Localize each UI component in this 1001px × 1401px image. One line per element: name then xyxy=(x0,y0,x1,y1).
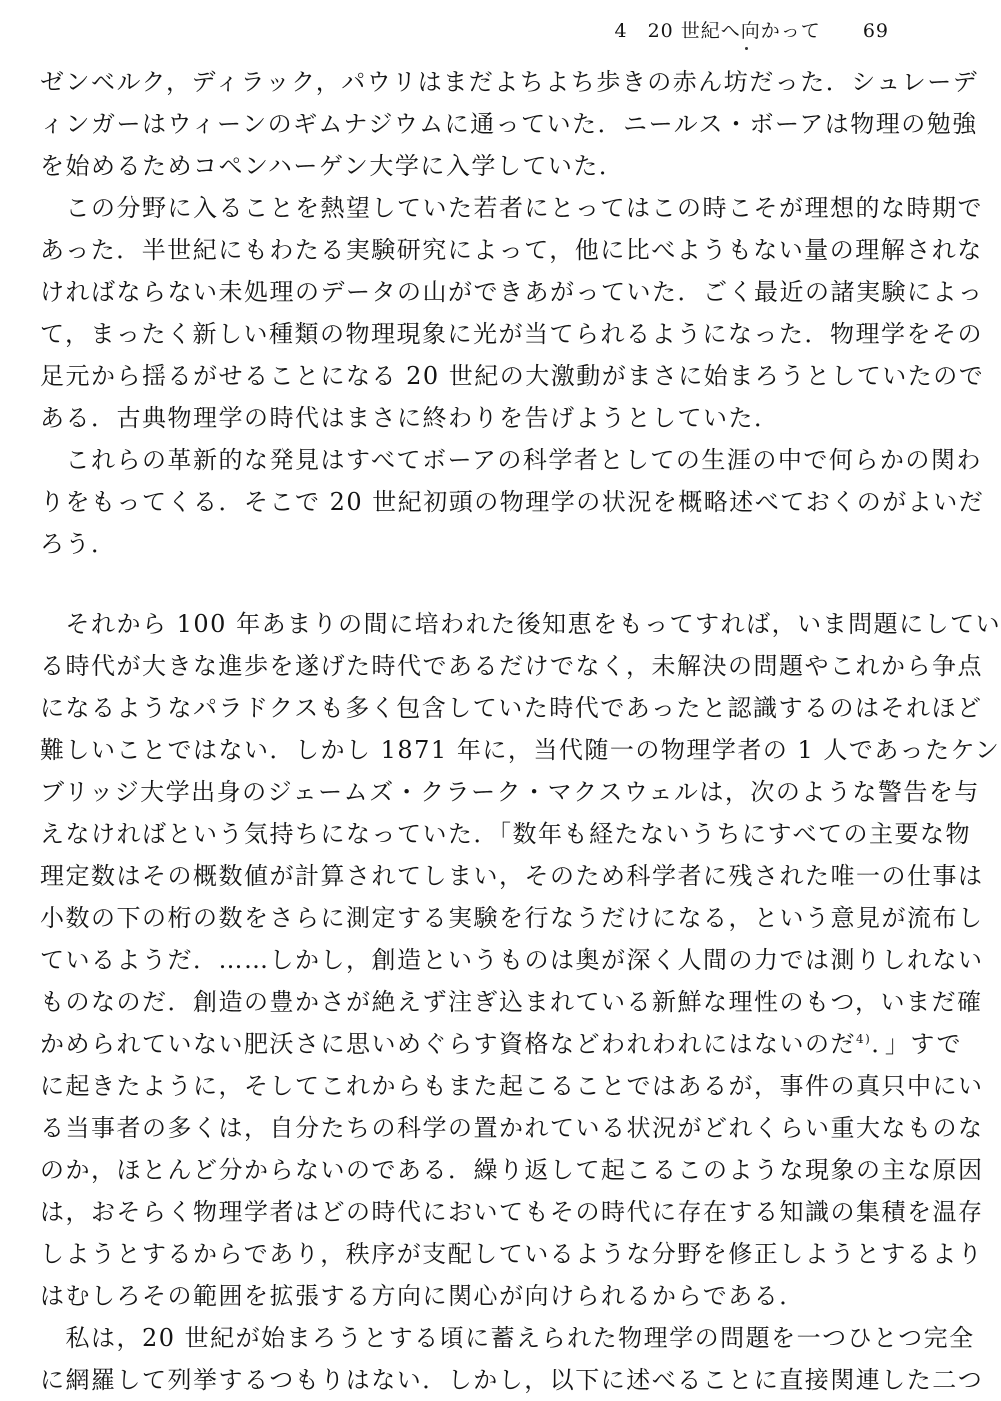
text-segment: かめられていない肥沃さに思いめぐらす資格などわれわれにはないのだ xyxy=(40,1030,856,1058)
text-line-with-footnote xyxy=(40,1026,963,1062)
text-line: に起きたように，そしてこれからもまた起こることではあるが，事件の真只中にい xyxy=(40,1072,984,1100)
text-line: この分野に入ることを熱望していた若者にとってはこの時こそが理想的な時期で xyxy=(40,194,984,222)
text-line: を始めるためコペンハーゲン大学に入学していた． xyxy=(40,152,625,180)
text-line: は，おそらく物理学者はどの時代においてもその時代に存在する知識の集積を温存 xyxy=(40,1198,984,1226)
text-line: はむしろその範囲を拡張する方向に関心が向けられるからである． xyxy=(40,1282,805,1310)
chapter-title: 20 世紀へ向かって xyxy=(647,20,821,42)
text-line: これらの革新的な発見はすべてボーアの科学者としての生涯の中で何らかの関わ xyxy=(40,446,982,474)
text-line: ているようだ．……しかし，創造というものは奥が深く人間の力では測りしれない xyxy=(40,946,984,974)
text-line: に網羅して列挙するつもりはない．しかし，以下に述べることに直接関連した二つ xyxy=(40,1366,984,1394)
text-line: る時代が大きな進歩を遂げた時代であるだけでなく，未解決の問題やこれから争点 xyxy=(40,652,984,680)
text-line: えなければという気持ちになっていた．「数年も経たないうちにすべての主要な物 xyxy=(40,820,972,848)
text-line: 理定数はその概数値が計算されてしまい，そのため科学者に残された唯一の仕事は xyxy=(40,862,984,890)
text-line: ろう． xyxy=(40,530,117,558)
text-line: ィンガーはウィーンのギムナジウムに通っていた．ニールス・ボーアは物理の勉強 xyxy=(40,110,978,138)
text-line: る当事者の多くは，自分たちの科学の置かれている状況がどれくらい重大なものな xyxy=(40,1114,984,1142)
text-line: 小数の下の桁の数をさらに測定する実験を行なうだけになる，という意見が流布し xyxy=(40,904,984,932)
chapter-number: 4 xyxy=(614,20,628,42)
page-number: 69 xyxy=(862,20,889,42)
text-line: あった．半世紀にもわたる実験研究によって，他に比べようもない量の理解されな xyxy=(40,236,983,264)
text-line: それから 100 年あまりの間に培われた後知恵をもってすれば，いま問題にしてい xyxy=(40,610,1001,638)
text-line: のか，ほとんど分からないのである．繰り返して起こるこのような現象の主な原因 xyxy=(40,1156,984,1184)
text-line: ゼンベルク，ディラック，パウリはまだよちよち歩きの赤ん坊だった．シュレーデ xyxy=(40,68,979,96)
printer-dot xyxy=(745,47,748,50)
text-line: ものなのだ．創造の豊かさが絶えず注ぎ込まれている新鮮な理性のもつ，いまだ確 xyxy=(40,988,983,1016)
text-line: になるようなパラドクスも多く包含していた時代であったと認識するのはそれほど xyxy=(40,694,983,722)
text-line: りをもってくる．そこで 20 世紀初頭の物理学の状況を概略述べておくのがよいだ xyxy=(40,488,985,516)
text-segment: ．」すで xyxy=(871,1030,963,1058)
text-line: て，まったく新しい種類の物理現象に光が当てられるようになった．物理学をその xyxy=(40,320,984,348)
footnote-reference: 4) xyxy=(856,1032,872,1046)
text-line: ブリッジ大学出身のジェームズ・クラーク・マクスウェルは，次のような警告を与 xyxy=(40,778,980,806)
text-line: 私は，20 世紀が始まろうとする頃に蓄えられた物理学の問題を一つひとつ完全 xyxy=(40,1324,975,1352)
running-head xyxy=(614,16,889,43)
text-line: しようとするからであり，秩序が支配しているような分野を修正しようとするより xyxy=(40,1240,984,1268)
text-line: ければならない未処理のデータの山ができあがっていた．ごく最近の諸実験によっ xyxy=(40,278,984,306)
text-line: ある．古典物理学の時代はまさに終わりを告げようとしていた． xyxy=(40,404,780,432)
text-line: 足元から揺るがせることになる 20 世紀の大激動がまさに始まろうとしていたので xyxy=(40,362,985,390)
text-line: 難しいことではない．しかし 1871 年に，当代随一の物理学者の 1 人であったケン xyxy=(40,736,1001,764)
